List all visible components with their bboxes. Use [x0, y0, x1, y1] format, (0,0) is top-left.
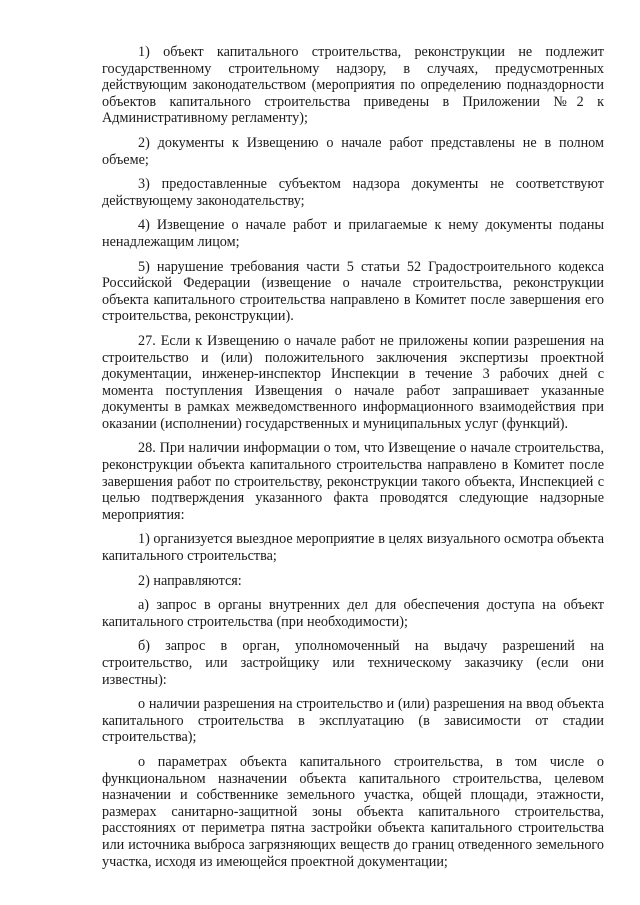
- paragraph-item-site-visit: 1) организуется выездное мероприятие в целях визуального осмотра объекта капитального строительства;: [102, 531, 604, 565]
- paragraph-clause-28: 28. При наличии информации о том, что Извещение о начале строительства, реконструкции объекта капитального строительства направлено в Комитет после завершения работ по строительству, реконструкции такого объекта, Инспекцией с целью подтверждения указанного факта проводятся следующие надзорные мероприятия:: [102, 440, 604, 523]
- paragraph-permit-info: о наличии разрешения на строительство и (или) разрешения на ввод объекта капитального строительства в эксплуатацию (в зависимости от стадии строительства);: [102, 696, 604, 746]
- paragraph-clause-27: 27. Если к Извещению о начале работ не приложены копии разрешения на строительство и (или) положительного заключения экспертизы проектной документации, инженер-инспектор Инспекции в течение 3 рабочих дней с момента поступления Извещения о начале работ запрашивает указанные документы в рамках межведомственного информационного взаимодействия при оказании (исполнении) государственных и муниципальных услуг (функций).: [102, 332, 604, 432]
- paragraph-subitem-b: б) запрос в орган, уполномоченный на выдачу разрешений на строительство, или застройщику или техническому заказчику (если они известны):: [102, 638, 604, 688]
- paragraph-item-requests: 2) направляются:: [138, 572, 242, 589]
- paragraph-item-2: 2) документы к Извещению о начале работ представлены не в полном объеме;: [102, 134, 604, 168]
- paragraph-object-parameters: о параметрах объекта капитального строительства, в том числе о функциональном назначении объекта капитального строительства, целевом назначении и собственнике земельного участка, общей площади, этажности, размерах санитарно-защитной зоны объекта капитального строительства, расстояниях от периметра пятна застройки объекта капитального строительства или источника выброса загрязняющих веществ до границ отведенного земельного участка, исходя из имеющейся проектной документации;: [102, 753, 604, 870]
- paragraph-item-4: 4) Извещение о начале работ и прилагаемые к нему документы поданы ненадлежащим лицом;: [102, 217, 604, 250]
- paragraph-subitem-a: а) запрос в органы внутренних дел для обеспечения доступа на объект капитального строительства (при необходимости);: [102, 597, 604, 630]
- paragraph-item-5: 5) нарушение требования части 5 статьи 52 Градостроительного кодекса Российской Федерации (извещение о начале строительства, реконструкции объекта капитального строительства направлено в Комитет после завершения его строительства, реконструкции).: [102, 258, 604, 325]
- paragraph-item-3: 3) предоставленные субъектом надзора документы не соответствуют действующему законодательству;: [102, 176, 604, 209]
- paragraph-item-1: 1) объект капитального строительства, реконструкции не подлежит государственному строительному надзору, в случаях, предусмотренных действующим законодательством (мероприятия по определению подназдорности объектов капитального строительства приведены в Приложении №2 к Административному регламенту);: [102, 44, 604, 127]
